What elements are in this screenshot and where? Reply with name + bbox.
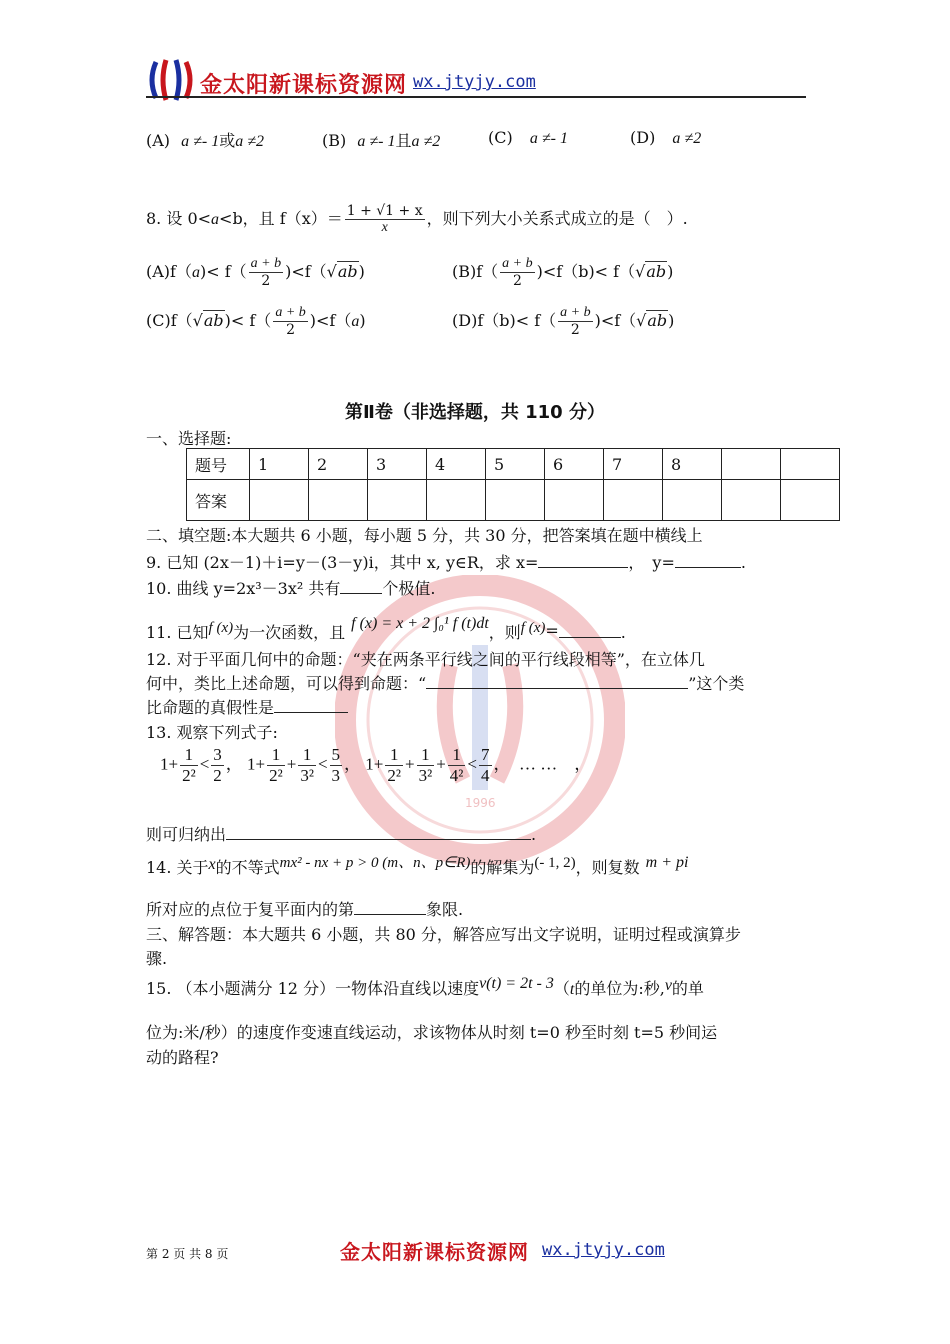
q13-e3-plus: + xyxy=(373,754,384,774)
q8-c-sqrt-ab: ab xyxy=(203,311,224,330)
q8-c-sqrt: √ab xyxy=(192,311,224,330)
answer-table-num-7: 7 xyxy=(604,449,663,480)
q13-e3-frac1 xyxy=(385,745,403,786)
q8-b-lt: )<f（b)< f（ xyxy=(536,262,636,281)
q7-b-expr2: a ≠2 xyxy=(411,133,441,150)
q11-fx2: f (x) xyxy=(520,620,546,636)
answer-cell-3[interactable] xyxy=(368,480,427,521)
q8-c-var: a xyxy=(351,313,360,330)
q13-e2-result-den: 3 xyxy=(331,766,341,785)
q14-blank[interactable] xyxy=(354,900,426,915)
q8-d-sqrt-ab: ab xyxy=(647,311,668,330)
q8-c-close: ) xyxy=(359,311,366,330)
q13-e2-plus: + xyxy=(255,754,266,774)
footer-page-number: 第 2 页 共 8 页 xyxy=(146,1247,229,1261)
q12-line1: 12. 对于平面几何中的命题：“夹在两条平行线之间的平行线段相等”，在立体几 xyxy=(146,650,705,669)
q8-stem-start: 8. 设 0< xyxy=(146,209,212,228)
q8-d-frac-den: 2 xyxy=(570,322,580,338)
footer-brand: 金太阳新课标资源网 xyxy=(340,1240,529,1264)
answer-table-num-3: 3 xyxy=(368,449,427,480)
q8-c-lt: )< f（ xyxy=(224,311,272,330)
q8-a-fraction xyxy=(249,256,283,289)
q15-formula: v(t) = 2t - 3 xyxy=(479,975,554,992)
q15-line3: 动的路程? xyxy=(146,1048,219,1067)
q8-a-lt2: )<f（ xyxy=(285,262,327,281)
q13-e2-frac1 xyxy=(267,745,285,786)
q13-e1-result-num: 3 xyxy=(213,745,222,764)
q13-e2-f2-den: 3² xyxy=(300,766,314,785)
q8-d-sqrt: √ab xyxy=(636,311,668,330)
q11 xyxy=(146,615,626,643)
q8-option-b xyxy=(452,256,673,289)
q13-e3-f2-den: 3² xyxy=(418,766,433,785)
q14-line1 xyxy=(146,855,688,878)
q13-e3-result-den: 4 xyxy=(481,766,490,785)
answer-cell-7[interactable] xyxy=(604,480,663,521)
q13-e1-one: 1 xyxy=(160,754,169,774)
q8-stem-mid: <b，且 f（x）＝ xyxy=(219,209,343,228)
q13-e2-f1-num: 1 xyxy=(267,745,285,766)
q9-text: 9. 已知 (2x－1)＋i=y－(3－y)i，其中 x, y∈R，求 x= xyxy=(146,553,539,572)
q7-d-label: (D) xyxy=(630,128,656,147)
q13-e2-frac2 xyxy=(298,745,316,786)
q13-e3-lt: < xyxy=(467,754,477,774)
q13-conclude-end: . xyxy=(531,825,537,844)
q8-option-a xyxy=(146,256,365,289)
q7-b-expr1: a ≠- 1 xyxy=(357,133,396,150)
q12-line2-start: 何中，类比上述命题，可以得到命题：“ xyxy=(146,674,427,693)
answer-table-row1-label: 题号 xyxy=(187,449,250,480)
q13-e3-result xyxy=(479,745,492,786)
q7-c-label: (C) xyxy=(488,128,513,147)
q11-start: 11. 已知 xyxy=(146,623,209,642)
q13-e3-f3-den: 4² xyxy=(449,766,464,785)
answer-cell-9[interactable] xyxy=(722,480,781,521)
answer-table-num-1: 1 xyxy=(250,449,309,480)
q8-a-sqrt-ab: ab xyxy=(337,262,358,281)
q8-d-close: ) xyxy=(668,311,675,330)
q12-truth-blank[interactable] xyxy=(274,698,348,713)
q9-end: . xyxy=(740,553,746,572)
q8-c-frac-num: a + b xyxy=(275,305,306,320)
q13-e1-frac-num: 1 xyxy=(180,745,198,766)
q13-title: 13. 观察下列式子: xyxy=(146,723,278,742)
q13-e2-f2-num: 1 xyxy=(298,745,316,766)
q13-e3-one: 1 xyxy=(365,754,374,774)
q7-option-c xyxy=(488,128,568,148)
q15-line2: 位为:米/秒）的速度作变速直线运动，求该物体从时刻 t=0 秒至时刻 t=5 秒间运 xyxy=(146,1023,718,1042)
q13-e1-result xyxy=(211,745,224,786)
q8-b-sqrt-ab: ab xyxy=(646,262,667,281)
q11-equation: f (x) = x + 2 ∫₀¹ f (t)dt xyxy=(351,615,489,632)
q8-a-close: ) xyxy=(358,262,365,281)
q12-line3 xyxy=(146,695,348,718)
q13-e3-f2-num: 1 xyxy=(417,745,435,766)
q7-c-expr: a ≠- 1 xyxy=(529,130,568,147)
q11-blank[interactable] xyxy=(559,623,621,638)
q8-b-close: ) xyxy=(667,262,674,281)
q12-line3-text: 比命题的真假性是 xyxy=(146,698,275,717)
q8-stem xyxy=(146,203,688,236)
q10-end: 个极值. xyxy=(382,579,436,598)
header-url-link[interactable]: wx.jtyjy.com xyxy=(413,72,536,92)
answer-cell-10[interactable] xyxy=(781,480,840,521)
q11-mid: 为一次函数，且 xyxy=(233,623,346,642)
q8-b-label: (B)f（ xyxy=(452,262,499,281)
q8-c-label: (C)f（ xyxy=(146,311,193,330)
q13-conclude-text: 则可归纳出 xyxy=(146,825,227,844)
q7-a-expr2: a ≠2 xyxy=(235,133,265,150)
q13-blank[interactable] xyxy=(226,825,531,840)
q13-e1-plus: + xyxy=(168,754,179,774)
q8-a-var: a xyxy=(191,264,200,281)
answer-cell-4[interactable] xyxy=(427,480,486,521)
q7-option-b xyxy=(322,128,440,151)
q8-b-sqrt: √ab xyxy=(635,262,667,281)
q7-d-expr: a ≠2 xyxy=(672,130,702,147)
q8-d-frac-num: a + b xyxy=(560,305,591,320)
answer-cell-6[interactable] xyxy=(545,480,604,521)
q7-b-and: 且 xyxy=(395,131,412,150)
q14-line2-end: 象限. xyxy=(426,900,464,919)
answer-table-num-2: 2 xyxy=(309,449,368,480)
q8-d-lt: )<f（ xyxy=(594,311,637,330)
q13-e1-result-den: 2 xyxy=(213,766,222,785)
q13-e3-f1-den: 2² xyxy=(387,766,401,785)
header-rule xyxy=(146,96,806,98)
answer-table-number-row xyxy=(187,449,840,480)
answer-table-row2-label: 答案 xyxy=(187,480,250,521)
answer-table-num-8: 8 xyxy=(663,449,722,480)
answer-table-num-9 xyxy=(722,449,781,480)
q14-inequality: mx² - nx + p > 0 (m、n、p∈R) xyxy=(279,855,471,871)
q8-d-fraction xyxy=(558,305,592,338)
section-three-line2: 骤. xyxy=(146,949,168,968)
answer-cell-2[interactable] xyxy=(309,480,368,521)
q12-line2-end: ”这个类 xyxy=(688,674,745,693)
answer-table-answer-row xyxy=(187,480,840,521)
q13-e3-plus3: + xyxy=(436,754,446,774)
q13-e2-lt: < xyxy=(317,754,328,774)
q8-b-fraction xyxy=(500,256,534,289)
q8-func-den: x xyxy=(381,220,388,235)
q11-then: ，则 xyxy=(488,623,521,642)
q8-func-num: 1 + √1 + x xyxy=(346,203,423,219)
section2-title: 第Ⅱ卷（非选择题，共 110 分） xyxy=(345,402,605,423)
q14-complex: m + pi xyxy=(645,854,689,871)
q8-func-fraction xyxy=(345,203,425,236)
header-brand: 金太阳新课标资源网 xyxy=(200,73,408,98)
q13-e2-comma: ， xyxy=(344,754,362,774)
q13-series xyxy=(160,745,591,786)
q12-blank[interactable] xyxy=(426,674,688,689)
q9 xyxy=(146,550,746,573)
q13-e2-plus2: + xyxy=(286,754,297,774)
q7-option-d xyxy=(630,128,701,148)
q8-stem-end: ，则下列大小关系式成立的是（ ）. xyxy=(426,209,688,228)
footer-url-link[interactable]: wx.jtyjy.com xyxy=(542,1240,665,1260)
q14-mid1: 的不等式 xyxy=(215,858,280,877)
q14-line2-start: 所对应的点位于复平面内的第 xyxy=(146,900,355,919)
q14-x: x xyxy=(208,856,216,873)
q13-e2-result-num: 5 xyxy=(331,745,341,764)
q13-dots: ， … … ， xyxy=(493,754,592,774)
q15-mid: （ xyxy=(553,979,570,998)
q13-e3-frac3 xyxy=(448,745,466,786)
q15-start: 15. （本小题满分 12 分）一物体沿直线以速度 xyxy=(146,979,480,998)
q9-y-blank[interactable] xyxy=(675,553,741,568)
q13-conclusion xyxy=(146,822,536,845)
q15-line1 xyxy=(146,976,704,999)
answer-table-num-10 xyxy=(781,449,840,480)
q13-e2-one: 1 xyxy=(247,754,256,774)
q7-option-a xyxy=(146,128,264,151)
answer-cell-5[interactable] xyxy=(486,480,545,521)
q13-e3-frac2 xyxy=(417,745,435,786)
q14-start: 14. 关于 xyxy=(146,858,209,877)
watermark-year: 1996 xyxy=(465,796,496,810)
answer-table-num-6: 6 xyxy=(545,449,604,480)
q8-c-lt2: )<f（ xyxy=(309,311,352,330)
q10 xyxy=(146,576,435,599)
section-one-heading: 一、选择题: xyxy=(146,429,232,448)
q8-a-lt: )< f（ xyxy=(199,262,247,281)
q8-option-d xyxy=(452,305,674,338)
q13-e2-f1-den: 2² xyxy=(269,766,283,785)
q8-b-frac-den: 2 xyxy=(512,273,522,289)
answer-table xyxy=(186,448,840,521)
q8-c-fraction xyxy=(273,305,307,338)
q8-option-c xyxy=(146,305,366,338)
q8-var-a: a xyxy=(211,211,220,228)
q15-v: v xyxy=(664,977,672,994)
answer-table-num-5: 5 xyxy=(486,449,545,480)
q11-end: . xyxy=(620,623,626,642)
q15-mid2: 的单位为:秒, xyxy=(574,979,665,998)
q9-x-blank[interactable] xyxy=(538,553,628,568)
section-three-line1: 三、解答题：本大题共 6 小题，共 80 分，解答应写出文字说明，证明过程或演算步 xyxy=(146,925,741,944)
answer-table-num-4: 4 xyxy=(427,449,486,480)
q13-e3-f1-num: 1 xyxy=(385,745,403,766)
q14-line2 xyxy=(146,897,463,920)
q13-e1-comma: ， xyxy=(225,754,243,774)
q11-eqsign: = xyxy=(545,621,559,640)
q7-b-label: (B) xyxy=(322,131,347,150)
q12-line2 xyxy=(146,671,744,694)
q14-interval: (- 1, 2) xyxy=(534,855,576,871)
q10-blank[interactable] xyxy=(340,579,382,594)
q8-c-frac-den: 2 xyxy=(286,322,295,338)
q8-a-sqrt: √ab xyxy=(326,262,358,281)
q15-end: 的单 xyxy=(671,979,704,998)
answer-cell-8[interactable] xyxy=(663,480,722,521)
answer-cell-1[interactable] xyxy=(250,480,309,521)
q8-a-frac-num: a + b xyxy=(250,256,282,271)
q8-d-label: (D)f（b)< f（ xyxy=(452,311,557,330)
q13-e3-f3-num: 1 xyxy=(448,745,466,766)
q8-a-frac-den: 2 xyxy=(261,273,271,289)
q13-e1-frac xyxy=(180,745,198,786)
q13-e3-plus2: + xyxy=(405,754,415,774)
q13-e2-result xyxy=(330,745,343,786)
q10-text: 10. 曲线 y=2x³－3x² 共有 xyxy=(146,579,341,598)
q9-mid: ， y= xyxy=(628,553,675,572)
q7-a-or: 或 xyxy=(219,131,236,150)
q14-mid2: 的解集为 xyxy=(470,858,535,877)
q8-b-frac-num: a + b xyxy=(502,256,533,271)
q13-e3-result-num: 7 xyxy=(481,745,490,764)
q7-a-expr1: a ≠- 1 xyxy=(181,133,220,150)
section-two-heading: 二、填空题:本大题共 6 小题，每小题 5 分，共 30 分，把答案填在题中横线上 xyxy=(146,526,703,545)
q14-mid3: ，则复数 xyxy=(575,858,640,877)
q11-fx: f (x) xyxy=(208,620,234,636)
q7-a-label: (A) xyxy=(146,131,171,150)
q15-t: t xyxy=(569,981,575,998)
q8-a-label: (A)f（ xyxy=(146,262,192,281)
q13-e1-frac-den: 2² xyxy=(182,766,196,785)
q13-e1-lt: < xyxy=(199,754,210,774)
